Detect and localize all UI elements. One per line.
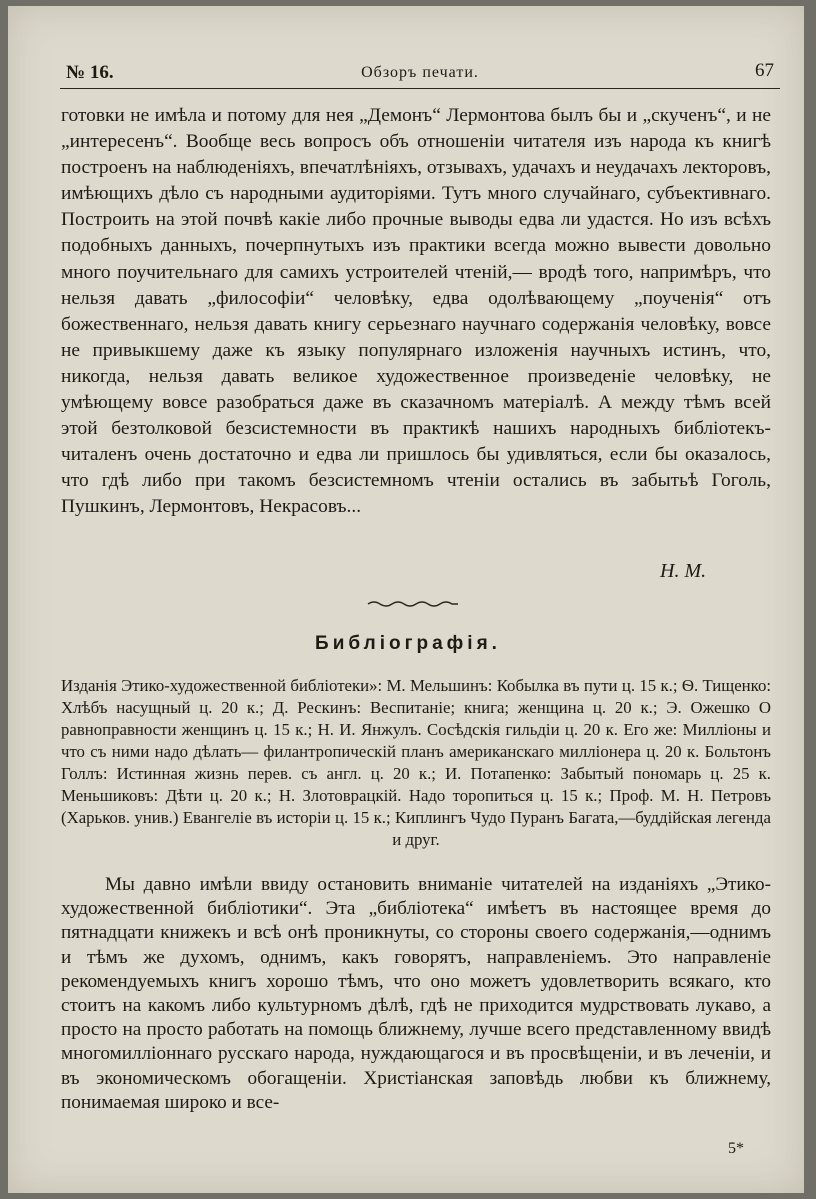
section-title: Библіографія. <box>315 633 501 654</box>
running-title: Обзоръ печати. <box>361 64 479 81</box>
signature-mark: 5* <box>728 1140 744 1157</box>
page-number: 67 <box>755 60 774 81</box>
decorative-divider <box>366 598 460 608</box>
author-signature: Н. М. <box>660 560 707 582</box>
article-end-text <box>61 103 771 521</box>
paragraph: готовки не имѣла и потому для нея „Демонъ“ Лермонтова былъ бы и „скученъ“, и не „интересенъ“. Вообще весь вопросъ объ отношеніи читателя изъ народа къ книгѣ построенъ на наблюденіяхъ, впечатлѣніяхъ, отзывахъ, удачахъ и неудачахъ лекторовъ, имѣющихъ дѣло съ народными аудиторіями. Тутъ много случайнаго, субъективнаго. Построить на этой почвѣ какіе либо прочные выводы едва ли удастся. Но изъ всѣхъ подобныхъ данныхъ, почерпнутыхъ изъ практики всегда можно вывести довольно много поучительнаго для самихъ устроителей чтеній,— вродѣ того, напримѣръ, что нельзя давать „философіи“ человѣку, едва одолѣвающему „поученія“ отъ божественнаго, нельзя давать книгу серьезнаго научнаго содержанія человѣку, вовсе не привыкшему даже къ языку популярнаго изложенія научныхъ истинъ, что, никогда, нельзя давать великое художественное произведеніе человѣку, не умѣющему вовсе разобраться даже въ сказачномъ матеріалѣ. А между тѣмъ всей этой безтолковой безсистемности въ практикѣ нашихъ народныхъ библіотекъ-читаленъ очень достаточно и едва ли пришлось бы удивляться, если бы оказалось, что гдѣ либо при такомъ безсистемномъ чтеніи остались въ забытьѣ Гоголь, Пушкинъ, Лермонтовъ, Некрасовъ... <box>61 105 771 518</box>
issue-number: № 16. <box>66 62 114 83</box>
bibliography-entry <box>61 675 771 851</box>
running-header <box>60 58 780 89</box>
bibliography-text: Изданія Этико-художественной библіотеки»: М. Мельшинъ: Кобылка въ пути ц. 15 к.; Ѳ. Тищенко: Хлѣбъ насущный ц. 20 к.; Д. Рескинъ: Веспитаніе; книга; женщина ц. 20 к.; Э. Ожешко О равноправности женщинъ ц. 15 к.; Н. И. Янжулъ. Сосѣдскія гильдіи ц. 20 к. Его же: Милліоны и что съ ними надо дѣлать— филантропическій планъ американскаго милліонера ц. 20 к. Больтонъ Голлъ: Истинная жизнь перев. съ англ. ц. 20 к.; И. Потапенко: Забытый пономарь ц. 25 к. Меньшиковъ: Дѣти ц. 20 к.; Н. Злотоврацкій. Надо торопиться ц. 15 к.; Проф. М. Н. Петровъ (Харьков. унив.) Евангеліе въ исторіи ц. 15 к.; Киплингъ Чудо Пуранъ Багата,—буддійская легенда и друг. <box>61 676 771 849</box>
paragraph: Мы давно имѣли ввиду остановить вниманіе читателей на изданіяхъ „Этико-художественной библіотики“. Эта „библіотека“ имѣетъ въ настоящее время до пятнадцати книжекъ и всѣ онѣ проникнуты, со стороны своего содержанія,—однимъ и тѣмъ же духомъ, однимъ, какъ говорятъ, направленіемъ. Это направленіе рекомендуемыхъ книгъ хорошо тѣмъ, что оно можетъ удовлетворить всякаго, кто стоитъ на какомъ либо культурномъ дѣлѣ, гдѣ не приходится мудрствовать лукаво, а просто на просто работать на помощь ближнему, лучше всего представленному ввидѣ многомилліоннаго русскаго народа, нуждающагося и въ просвѣщеніи, и въ леченіи, и въ экономическомъ обогащеніи. Христіанская заповѣдь любви къ ближнему, понимаемая широко и все- <box>61 874 771 1113</box>
review-text <box>61 873 771 1115</box>
